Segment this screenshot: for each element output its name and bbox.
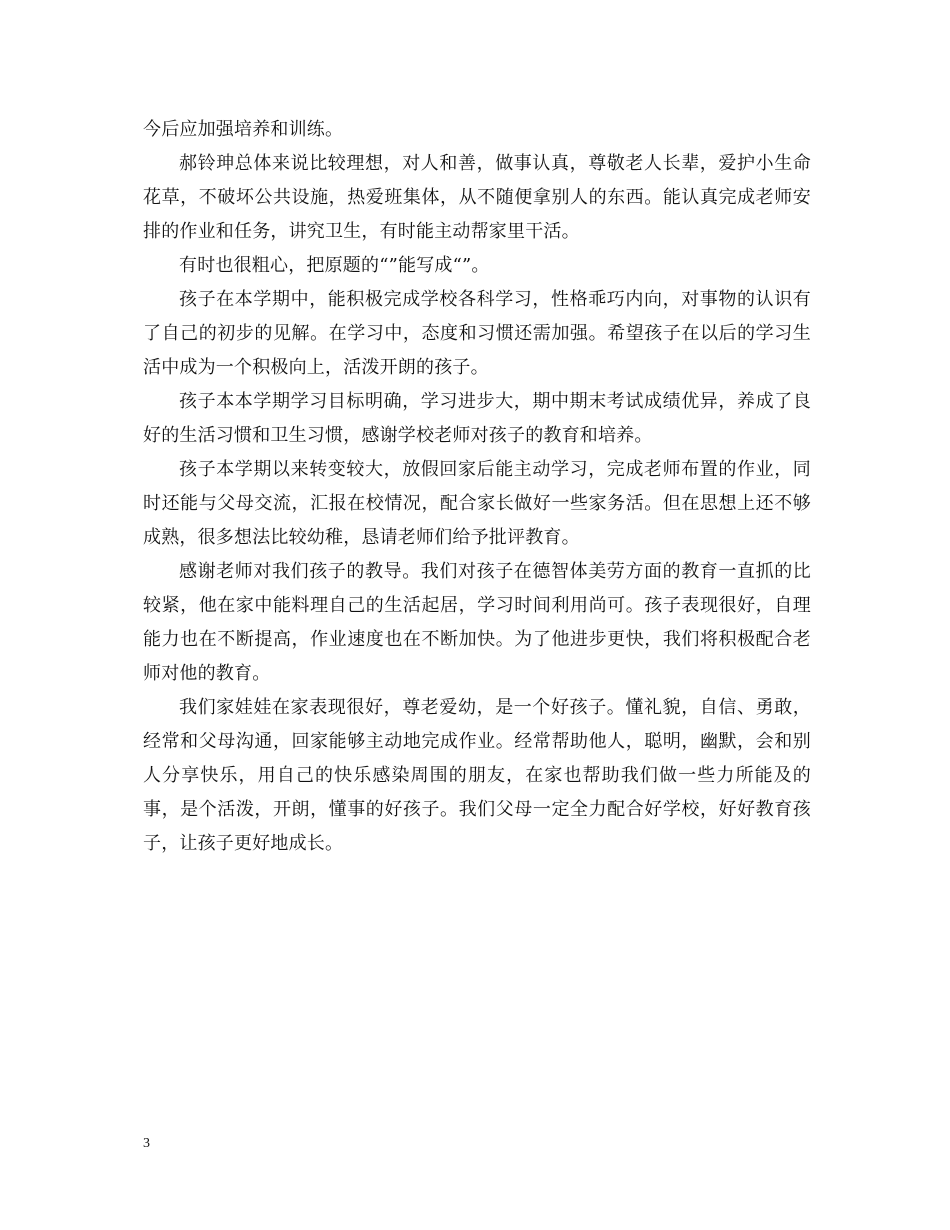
paragraph: 孩子本学期以来转变较大，放假回家后能主动学习，完成老师布置的作业，同时还能与父母交流，汇报在校情况，配合家长做好一些家务活。但在思想上还不够成熟，很多想法比较幼稚，恳请老师们给予批评教育。 (143, 459, 811, 548)
paragraph: 孩子在本学期中，能积极完成学校各科学习，性格乖巧内向，对事物的认识有了自己的初步的见解。在学习中，态度和习惯还需加强。希望孩子在以后的学习生活中成为一个积极向上，活泼开朗的孩子。 (143, 289, 811, 378)
page-number: 3 (143, 1136, 150, 1151)
paragraph: 郝铃珅总体来说比较理想，对人和善，做事认真，尊敬老人长辈，爱护小生命花草，不破坏公共设施，热爱班集体，从不随便拿别人的东西。能认真完成老师安排的作业和任务，讲究卫生，有时能主动帮家里干活。 (143, 153, 811, 242)
document-body (143, 113, 811, 861)
paragraph: 感谢老师对我们孩子的教导。我们对孩子在德智体美劳方面的教育一直抓的比较紧，他在家中能料理自己的生活起居，学习时间利用尚可。孩子表现很好，自理能力也在不断提高，作业速度也在不断加快。为了他进步更快，我们将积极配合老师对他的教育。 (143, 561, 811, 684)
paragraph: 孩子本本学期学习目标明确，学习进步大，期中期末考试成绩优异，养成了良好的生活习惯和卫生习惯，感谢学校老师对孩子的教育和培养。 (143, 391, 811, 446)
paragraph: 有时也很粗心，把原题的“”能写成“”。 (179, 255, 490, 276)
paragraph: 今后应加强培养和训练。 (143, 119, 344, 140)
paragraph: 我们家娃娃在家表现很好，尊老爱幼，是一个好孩子。懂礼貌，自信、勇敢，经常和父母沟通，回家能够主动地完成作业。经常帮助他人，聪明，幽默，会和别人分享快乐，用自己的快乐感染周围的朋友，在家也帮助我们做一些力所能及的事，是个活泼，开朗，懂事的好孩子。我们父母一定全力配合好学校，好好教育孩子，让孩子更好地成长。 (143, 697, 811, 854)
